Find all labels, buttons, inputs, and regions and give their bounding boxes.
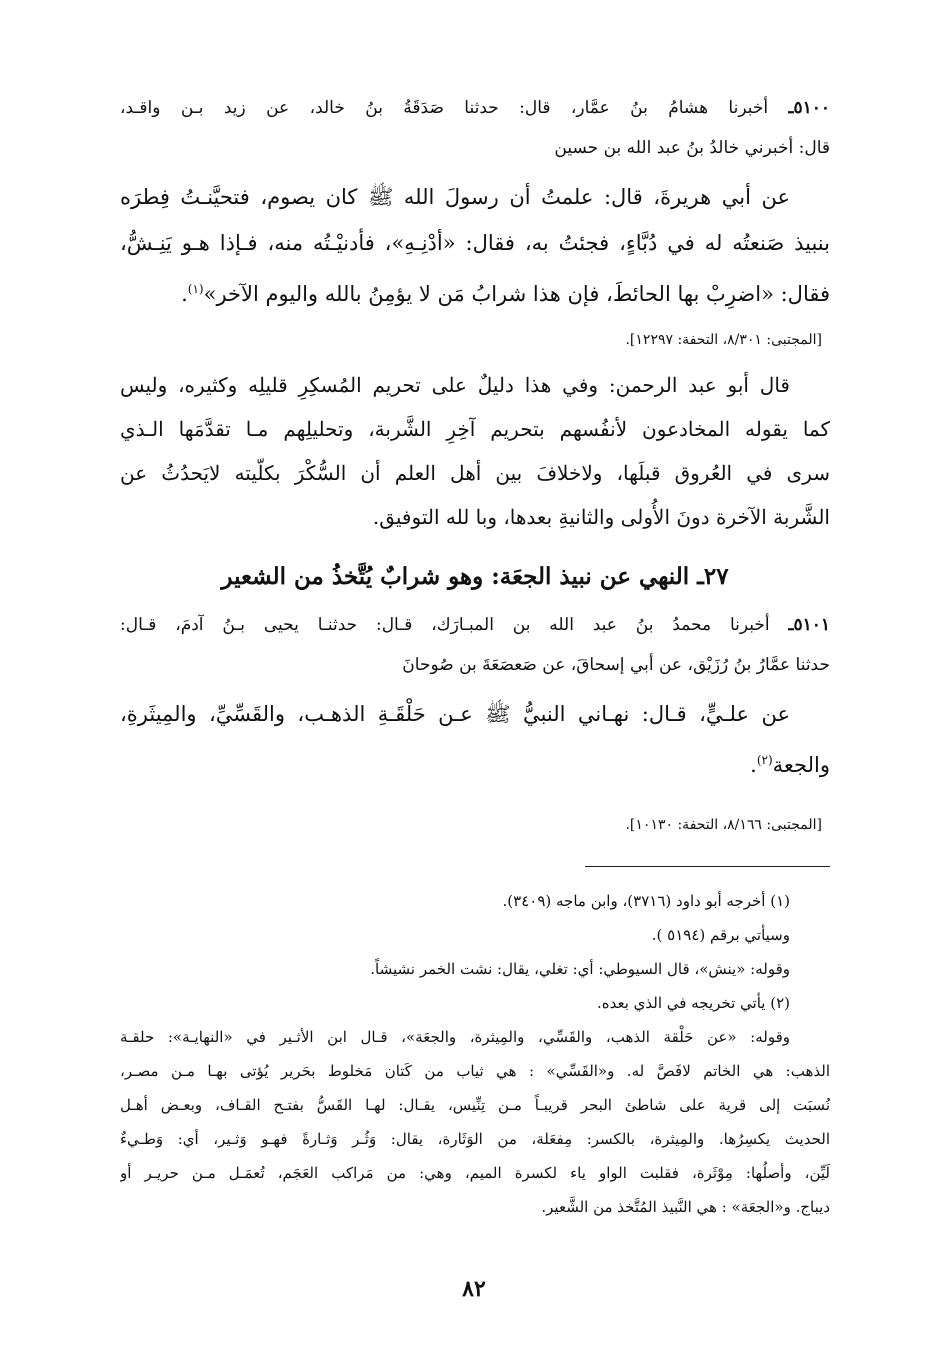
- author-comment-line-3: سرى في العُروق قبلَها، ولاخلافَ بين أهل العلم أن السُّكْرَ بكلّيته لايَحدُثُ عن: [120, 461, 830, 485]
- footnote-1-gloss: وقوله: «ينش»، قال السيوطي: أي: تغلي، يقال: نشت الخمر نشيشاً.: [370, 960, 790, 978]
- author-comment-line-2: كما يقوله المخادعون لأنفُسهم بتحريم آخِرِ الشَّربة، وتحليلِهم مـا تقدَّمَها الـذي: [120, 417, 830, 441]
- footnote-separator: [585, 866, 830, 867]
- page-number: ٨٢: [462, 1276, 486, 1302]
- hadith-5101-chain-line-1: [120, 605, 830, 645]
- footnote-1: (١) أخرجه أبو داود (٣٧١٦)، وابن ماجه (٣٤٠٩).: [502, 892, 790, 910]
- footnote-2-gloss-line-1: وقوله: «عن حَلْقة الذهب، والقَسِّي، والمِيثرة، والجعَة»، قـال ابن الأثـير في «النهايـة»: حلقـة: [120, 1028, 790, 1046]
- hadith-5100-chain-line-1: [120, 88, 830, 128]
- hadith-5100-number: ٥١٠٠ـ: [788, 98, 830, 118]
- author-comment-line-1: قال أبو عبد الرحمن: وفي هذا دليلٌ على تحريم المُسكِرِ قليلِه وكثيره، وليس: [120, 373, 790, 397]
- footnote-2-gloss-line-3: نُسبَت إلى قرية على شاطئ البحر قريبـاً مـن تِنِّيس، يقـال: لهـا القَسُّ بفتـح القـاف، وبعـض أهـل: [120, 1096, 830, 1114]
- chapter-heading: ٢٧ـ النهي عن نبيذ الجعَة: وهو شرابٌ يُتَّخذُ من الشعير: [221, 563, 729, 590]
- footnote-2-gloss-line-2: الذهب: هي الخاتم لافَصَّ له. و«القَسِّي» : هي ثياب من كَتان مَخلوط بحَرير يُؤتى بهـا مـن مصـر،: [120, 1062, 830, 1080]
- hadith-5100-chain-text-1: أخبرنا هشامُ بنُ عمَّار، قال: حدثنا صَدَقَةُ بنُ خالد، عن زيد بـن واقـد،: [120, 98, 769, 118]
- hadith-5101-number: ٥١٠١ـ: [788, 615, 830, 635]
- hadith-5100-matn-line-2: بنبيذ صَنعتُه له في دُبَّاءٍ، فجئتُ به، فقال: «أدْنِـهِ»، فأدنيْـتُه منه، فـإذا هـو يَنِـشُّ،: [120, 231, 830, 255]
- footnote-marker-2: (٢): [756, 753, 773, 767]
- footnotes: [120, 884, 830, 1224]
- hadith-5101-matn-line-2: والجعة$^{(٢)}$.: [750, 753, 830, 777]
- footnote-1-cross-reference: وسيأتي برقم (٥١٩٤ ).: [651, 926, 790, 944]
- hadith-5100-matn-line-1: عن أبي هريرةَ، قال: علمتُ أن رسولَ الله ﷺ كان يصوم، فتحيَّنـتُ فِطرَه: [120, 185, 790, 209]
- footnote-2: (٢) يأتي تخريجه في الذي بعده.: [596, 994, 790, 1012]
- hadith-5101-chain-line-2: حدثنا عمَّارُ بنُ رُزَيْق، عن أبي إسحاقَ، عن صَعصَعَةَ بن صُوحانَ: [402, 655, 830, 675]
- hadith-5100-matn-line-3: فقال: «اضرِبْ بها الحائطَ، فإن هذا شرابُ مَن لا يؤمِنُ بالله واليوم الآخر»$^{(١)}$.: [181, 282, 830, 306]
- hadith-5101-matn-line-1: عن علـيٍّ، قـال: نهـاني النبيُّ ﷺ عـن حَلْقَـةِ الذهـب، والقَسِّيِّ، والمِيثَرةِ،: [120, 702, 790, 726]
- hadith-5101-chain: [120, 605, 830, 685]
- hadith-5100-reference: [المجتبى: ٨/٣٠١، التحفة: ١٢٢٩٧].: [625, 332, 822, 348]
- author-comment: [120, 363, 830, 539]
- hadith-5101-matn-text-2: والجعة: [772, 753, 830, 777]
- footnote-2-gloss-line-4: الحديث يكسِرُها. والمِيثرة، بالكسر: مِفعَلة، من الوَثَارة، يقال: وَثُـر وَثـارةً فهـو وَثـير، أي: وَطـيءٌ: [120, 1130, 830, 1148]
- footnote-marker-1: (١): [187, 282, 204, 296]
- hadith-5101-chain-text-1: أخبرنا محمدُ بنُ عبد الله بن المبـارَك، قـال: حدثنـا يحيى بـنُ آدمَ، قـال:: [120, 615, 770, 635]
- hadith-5101-reference: [المجتبى: ٨/١٦٦، التحفة: ١٠١٣٠].: [625, 817, 822, 833]
- hadith-5100-matn-text-3: فقال: «اضرِبْ بها الحائطَ، فإن هذا شرابُ مَن لا يؤمِنُ بالله واليوم الآخر»: [203, 282, 830, 306]
- hadith-5101-matn: [120, 691, 830, 788]
- hadith-5100-matn: [120, 174, 830, 317]
- hadith-5100-chain: [120, 88, 830, 168]
- hadith-5100-chain-line-2: قال: أخبرني خالدُ بنُ عبد الله بن حسين: [554, 138, 830, 158]
- author-comment-line-4: الشَّربة الآخرة دونَ الأُولى والثانيةِ بعدها، وبا لله التوفيق.: [372, 505, 830, 529]
- footnote-2-gloss-line-5: لَيِّن، وأصلُها: مِوْثَرة، فقلبت الواو ياء لكسرة الميم، وهي: من مَراكب العَجَم، تُعمَـل مـن حريـر أو: [120, 1164, 830, 1182]
- footnote-2-gloss-line-6: ديباج. و«الجعَة» : هي النَّبيذ المُتَّخذ من الشَّعير.: [541, 1198, 830, 1216]
